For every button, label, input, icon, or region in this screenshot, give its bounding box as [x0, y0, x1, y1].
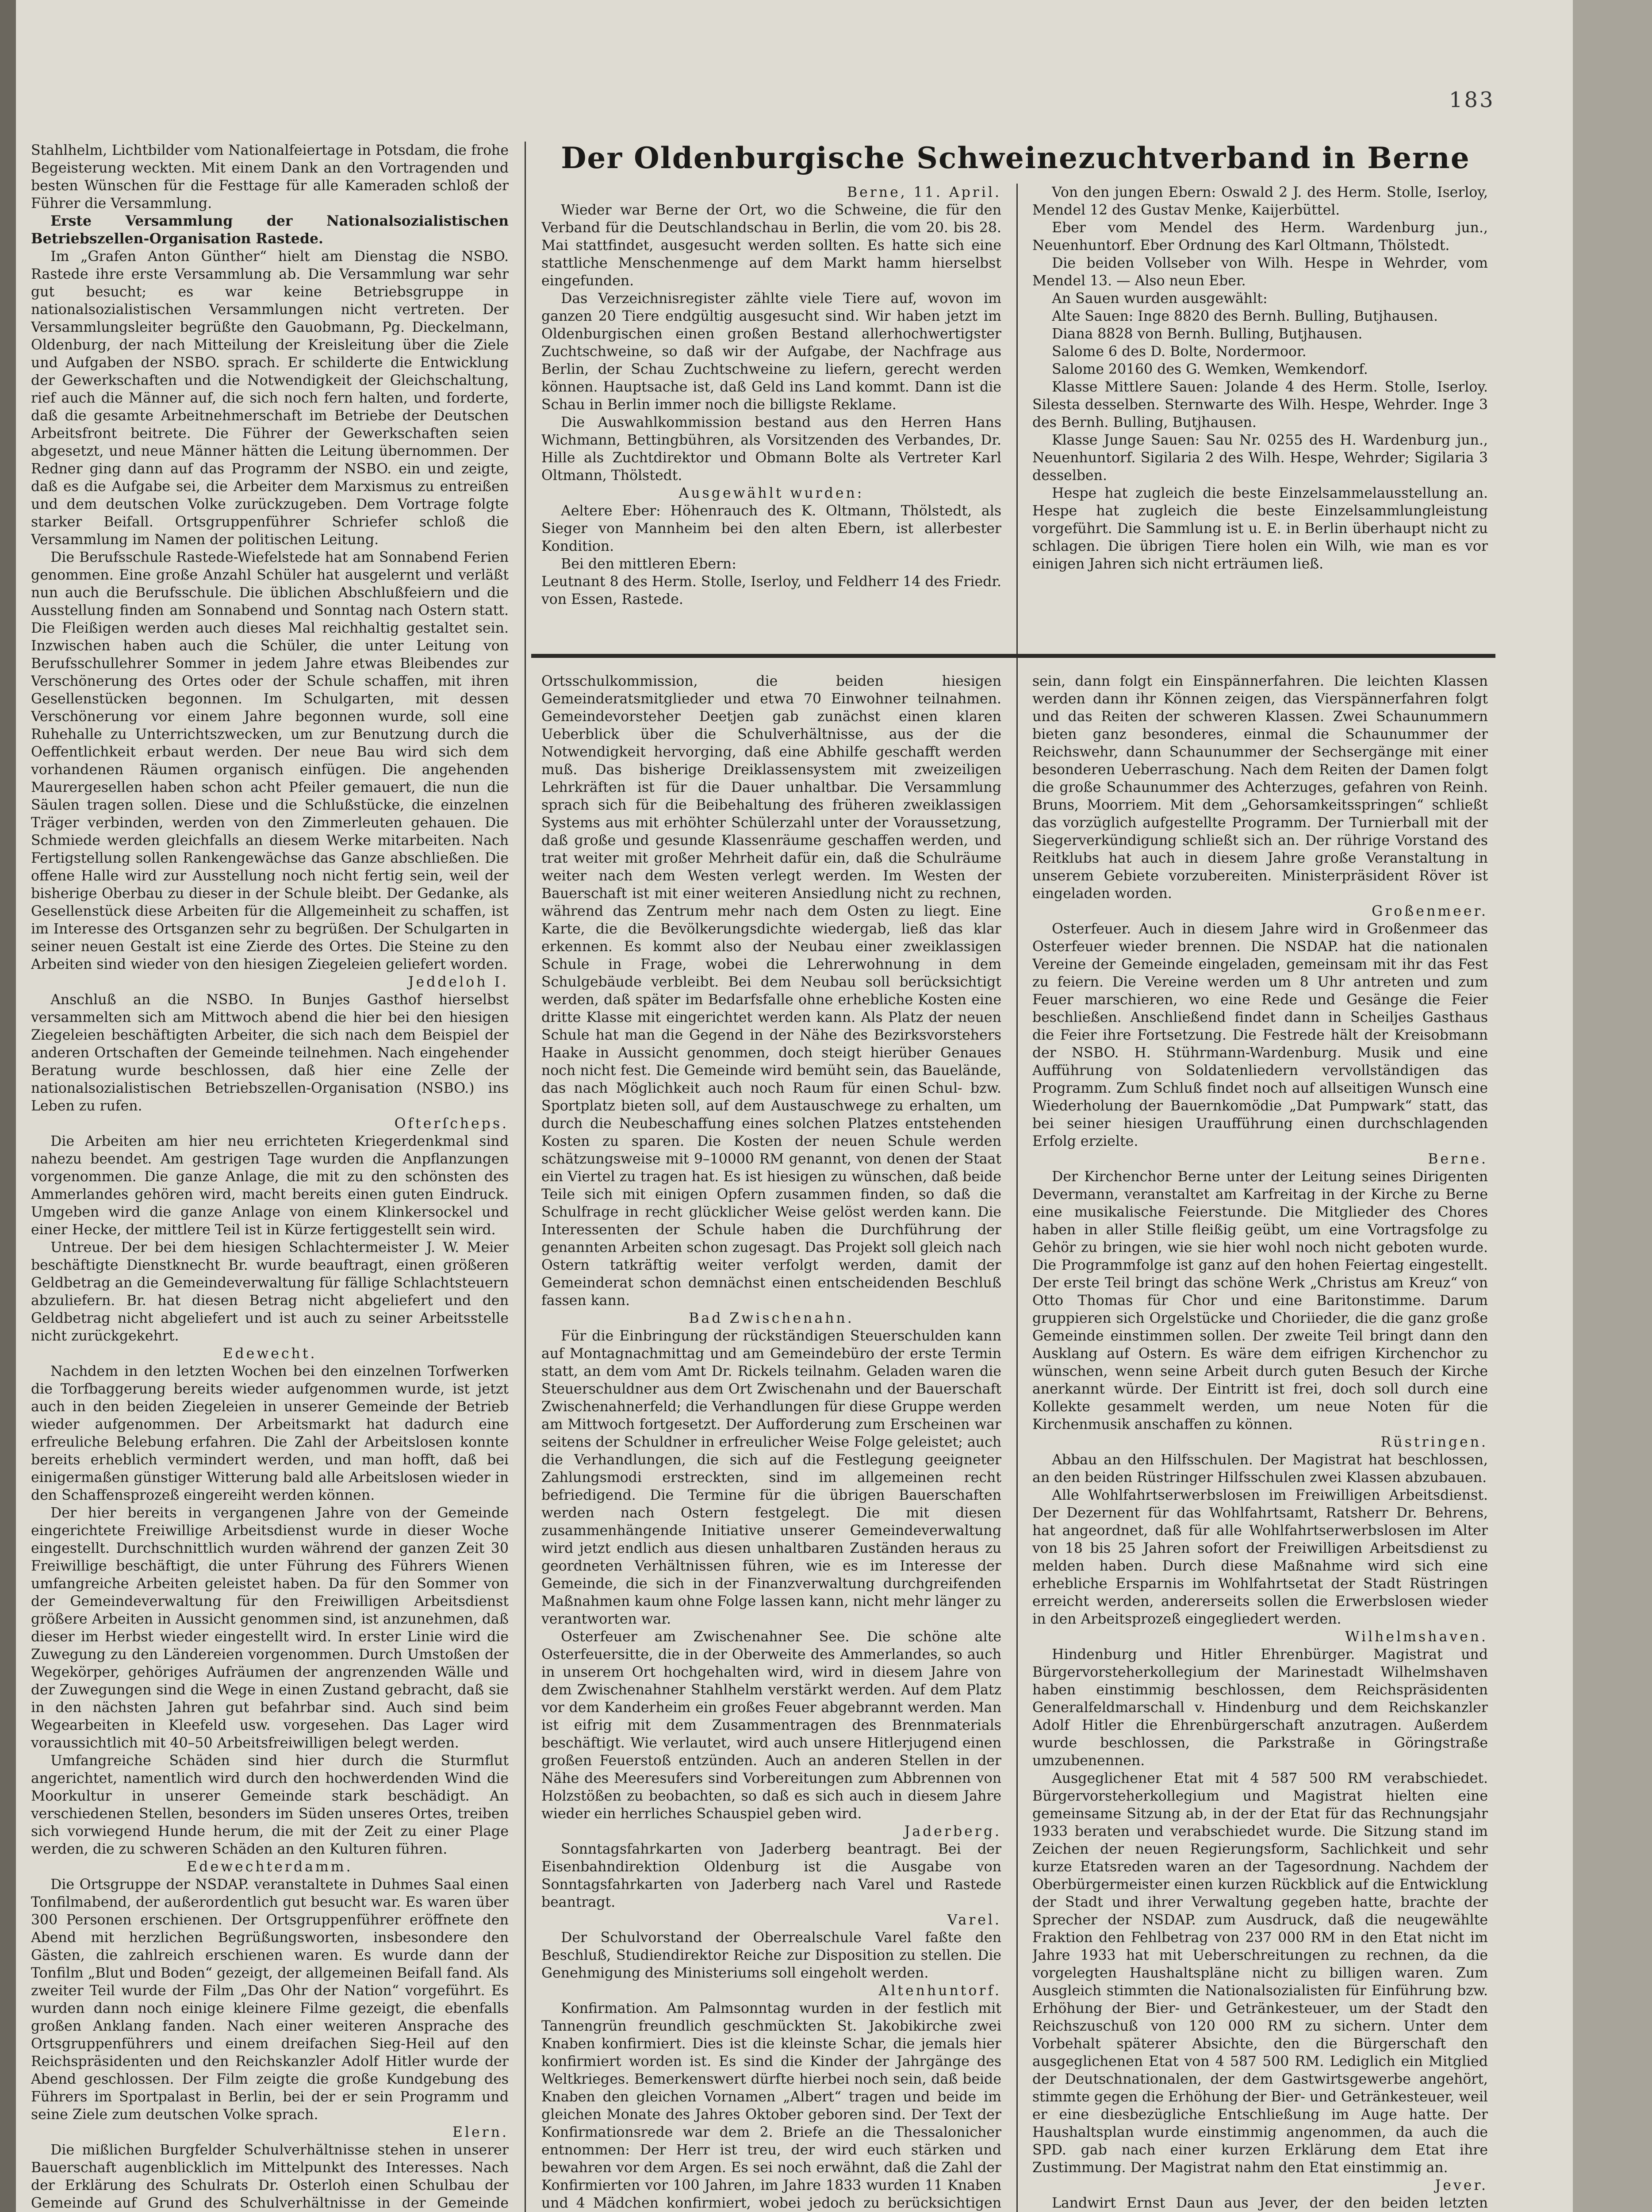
section-rule: [531, 654, 1495, 658]
paragraph: Eber vom Mendel des Herm. Wardenburg jun., Neuenhuntorf. Eber Ordnung des Karl Oltmann, Thölstedt.: [1032, 220, 1488, 253]
paragraph: Abbau an den Hilfsschulen. Der Magistrat hat beschlossen, an den beiden Rüstringer Hilfsschulen zwei Klassen abzubauen.: [1032, 1452, 1488, 1486]
headline: Der Oldenburgische Schweinezuchtverband in Berne: [561, 141, 1470, 175]
paragraph: Untreue. Der bei dem hiesigen Schlachtermeister J. W. Meier beschäftigte Dienstknecht Br. wurde beauftragt, einen größeren Geldbetrag an die Gemeindeverwaltung für fällige Schlachtsteuern abzuliefern. Br. hat diesen Betrag nicht abgeliefert und den Geldbetrag nicht abgeliefert und ist auch zu seiner Arbeitsstelle nicht zurückgekehrt.: [31, 1240, 509, 1344]
column-rule-2: [1016, 184, 1018, 2212]
paragraph: Klasse Mittlere Sauen: Jolande 4 des Herm. Stolle, Iserloy. Silesta desselben. Sternwarte des Wilh. Hespe, Wehrder. Inge 3 des Bernh. Bulling, Butjhausen.: [1032, 379, 1488, 430]
location-heading: Großenmeer.: [1372, 903, 1488, 919]
page-stack-edge: [1573, 0, 1652, 2212]
paragraph: Sonntagsfahrkarten von Jaderberg beantragt. Bei der Eisenbahndirektion Oldenburg ist die Ausgabe von Sonntagsfahrkarten von Jaderberg nach Varel und Rastede beantragt.: [541, 1841, 1001, 1910]
paragraph: Die mißlichen Burgfelder Schulverhältnisse stehen in unserer Bauerschaft augenblicklich im Mittelpunkt des Interesses. Nach der Erklärung des Schulrats Dr. Osterloh einen Schulbau der Gemeinde auf Grund des Schulverhältnisse in der Gemeinde: [31, 2142, 509, 2211]
paragraph: Ortsschulkommission, die beiden hiesigen Gemeinderatsmitglieder und etwa 70 Einwohner teilnahmen. Gemeindevorsteher Deetjen gab zunächst einen klaren Ueberblick über die Schulverhältnisse, aus der die Notwendigkeit hervorging, daß eine Abhilfe geschafft werden muß. Das bisherige Dreiklassensystem mit zweizeiligen Lehrkräften ist für die Dauer unhaltbar. Die Versammlung sprach sich für die Beibehaltung des früheren zweiklassigen Systems aus mit erhöhter Schülerzahl unter der Voraussetzung, daß große und gesunde Klassenräume geschaffen werden, und trat weiter mit großer Mehrheit dafür ein, daß die Schulräume weiter nach dem Westen verlegt werden. Im Westen der Bauerschaft ist mit einer weiteren Ansiedlung nicht zu rechnen, während das Zentrum mehr nach dem Osten zu liegt. Eine Karte, die die Bevölkerungsdichte wiedergab, ließ das klar erkennen. Es kommt also der Neubau einer zweiklassigen Schule in Frage, wobei die Lehrerwohnung in dem Schulgebäude verbleibt. Bei dem Neubau soll berücksichtigt werden, daß später im Bedarfsfalle ohne erhebliche Kosten eine dritte Klasse mit eingerichtet werden kann. Als Platz der neuen Schule hat man die Gegend in der Nähe des Bezirksvorstehers Haake in Aussicht genommen, doch steigt hierüber Genaues noch nicht fest. Die Gemeinde wird bemüht sein, das Bauelände, das nach Möglichkeit auch noch Raum für einen Schul- bzw. Sportplatz bieten soll, auf dem Austauschwege zu erhalten, um durch die Neubeschaffung eines solchen Platzes entstehenden Kosten zu sparen. Die Kosten der neuen Schule werden schätzungsweise mit 9–10000 RM genannt, von denen der Staat ein Viertel zu tragen hat. Es ist hiesigen zu wünschen, daß beide Teile sich mit einigen Opfern zusammen finden, so daß die Schulfrage in recht glücklicher Weise gelöst werden kann. Die Interessenten der Schule haben die Durchführung der genannten Arbeiten schon zugesagt. Das Projekt soll gleich nach Ostern tatkräftig weiter verfolgt werden, damit der Gemeinderat schon demnächst einen entscheidenden Beschluß fassen kann.: [541, 673, 1001, 1309]
paragraph: Leutnant 8 des Herm. Stolle, Iserloy, und Feldherr 14 des Friedr. von Essen, Rastede.: [541, 574, 1001, 607]
paragraph: Osterfeuer. Auch in diesem Jahre wird in Großenmeer das Osterfeuer wieder brennen. Die NSDAP. hat die nationalen Vereine der Gemeinde eingeladen, gemeinsam mit ihr das Fest zu feiern. Die Vereine werden um 8 Uhr antreten und zum Feuer marschieren, wo eine Rede und Gesänge die Feier beschließen. Anschließend findet dann in Scheiljes Gasthaus die Feier ihre Fortsetzung. Die Festrede hält der Kreisobmann der NSBO. H. Stührmann-Wardenburg. Musik und eine Aufführung von Soldatenliedern vervollständigen das Programm. Zum Schluß findet noch auf allseitigen Wunsch eine Wiederholung der Bauernkomödie „Dat Pumpwark“ statt, das bei seiner hiesigen Uraufführung einen durchschlagenden Erfolg erzielte.: [1032, 921, 1488, 1149]
paragraph: Wieder war Berne der Ort, wo die Schweine, die für den Verband für die Deutschlandschau in Berlin, die vom 20. bis 28. Mai stattfindet, ausgesucht werden sollten. Es hatte sich eine stattliche Menschenmenge auf dem Markt hamm hierselbst eingefunden.: [541, 202, 1001, 289]
paragraph: Der hier bereits in vergangenen Jahre von der Gemeinde eingerichtete Freiwillige Arbeitsdienst wurde in dieser Woche eingestellt. Durchschnittlich wurden während der ganzen Zeit 30 Freiwillige beschäftigt, die unter Führung des Führers Wienen umfangreiche Arbeiten geleistet haben. Da für den Sommer von der Gemeindeverwaltung für den Freiwilligen Arbeitsdienst größere Arbeiten in Aussicht genommen sind, ist anzunehmen, daß dieser im Herbst wieder eingestellt wird. In erster Linie wird die Zuwegung zu den Ländereien vorgenommen. Durch Umstoßen der Wegekörper, gehöriges Aufräumen der angrenzenden Wälle und der Zuwegungen sind die Wege in einen Zustand gebracht, daß sie in den nächsten Jahren gut befahrbar sind. Auch sind beim Wegearbeiten in Kleefeld usw. vorgesehen. Das Lager wird voraussichtlich mit 40–50 Arbeitsfreiwilligen belegt werden.: [31, 1505, 509, 1751]
location-heading: Altenhuntorf.: [878, 1983, 1001, 1999]
paragraph: Der Schulvorstand der Oberrealschule Varel faßte den Beschluß, Studiendirektor Reiche zur Disposition zu stellen. Die Genehmigung des Ministeriums soll eingeholt werden.: [541, 1930, 1001, 1981]
paragraph: Die Arbeiten am hier neu errichteten Kriegerdenkmal sind nahezu beendet. Am gestrigen Tage wurden die Anpflanzungen vorgenommen. Die ganze Anlage, die mit zu den schönsten des Ammerlandes gehören wird, macht bereits einen guten Eindruck. Umgeben wird die ganze Anlage von einem Klinkersockel und einer Hecke, der mittlere Teil ist in Kürze fertiggestellt sein wird.: [31, 1133, 509, 1238]
paragraph: Die Auswahlkommission bestand aus den Herren Hans Wichmann, Bettingbühren, als Vorsitzenden des Verbandes, Dr. Hille als Zuchtdirektor und Obmann Bolte als Vertreter Karl Oltmann, Thölstedt.: [541, 415, 1001, 484]
paragraph-title: Erste Versammlung der Nationalsozialistischen Betriebszellen-Organisation Rastede.: [31, 213, 509, 247]
page-number: 183: [1449, 88, 1495, 112]
paragraph: Salome 20160 des G. Wemken, Wemkendorf.: [1052, 361, 1368, 377]
paragraph: Anschluß an die NSBO. In Bunjes Gasthof hierselbst versammelten sich am Mittwoch abend die hier bei den hiesigen Ziegeleien beschäftigten Arbeiter, die sich nach dem Beispiel der anderen Ortschaften der Gemeinde teilnehmen. Nach eingehender Beratung wurde beschlossen, daß hier eine Zelle der nationalsozialistischen Betriebszellen-Organisation (NSBO.) ins Leben zu rufen.: [31, 992, 509, 1114]
paragraph: Die beiden Vollseber von Wilh. Hespe in Wehrder, vom Mendel 13. — Also neun Eber.: [1032, 255, 1488, 289]
paragraph: Osterfeuer am Zwischenahner See. Die schöne alte Osterfeuersitte, die in der Oberweite des Ammerlandes, so auch in unserem Ort hochgehalten wird, wird in diesem Jahre von dem Zwischenahner Stahlhelm verstärkt werden. Auf dem Platz vor dem Kanderheim ein großes Feuer abgebrannt werden. Man ist eifrig mit dem Zusammentragen des Brennmaterials beschäftigt. Wie verlautet, wird auch unsere Hitlerjugend einen großen Feuerstoß entzünden. Auch an anderen Stellen in der Nähe des Meeresufers sind Vorbereitungen zum Abbrennen von Holzstößen zu beobachten, so daß es sich auch in diesem Jahre wieder ein herrliches Schauspiel geben wird.: [541, 1629, 1001, 1822]
column-rule-1: [525, 142, 526, 2212]
article-schweinezucht-left: [541, 184, 1001, 635]
paragraph: sein, dann folgt ein Einspännerfahren. Die leichten Klassen werden dann ihr Können zeigen, das Vierspännerfahren folgt und das Reiten der schweren Klassen. Zwei Schaunummern bieten ganz besonderes, einmal die Schaunummer der Reichswehr, dann Schaunummer der Sechsergänge mit einer besonderen Ueberraschung. Nach dem Reiten der Damen folgt die große Schaunummer des Achterzuges, gefahren von Reinh. Bruns, Moorriem. Mit dem „Gehorsamkeitsspringen“ schließt das vorzüglich aufgestellte Programm. Der Turnierball mit der Siegerverkündigung schließt sich an. Der rührige Vorstand des Reitklubs hat auch in diesem Jahre große Veranstaltung in unserem Gebiete vorzubereiten. Ministerpräsident Röver ist eingeladen worden.: [1032, 673, 1488, 902]
paragraph: Konfirmation. Am Palmsonntag wurden in der festlich mit Tannengrün freundlich geschmückten St. Jakobikirche zwei Knaben konfirmiert. Dies ist die kleinste Schar, die jemals hier konfirmiert worden ist. Es sind die Kinder der Jahrgänge des Weltkrieges. Bemerkenswert dürfte hierbei noch sein, daß beide Knaben den gleichen Vornamen „Albert“ tragen und beide im gleichen Monate des Jahres Oktober geboren sind. Der Text der Konfirmationsrede war dem 2. Briefe an die Thessalonicher entnommen: Der Herr ist treu, der wird euch stärken und bewahren vor dem Argen. Es sei noch erwähnt, daß die Zahl der Konfirmierten vor 100 Jahren, im Jahre 1833 wurden 11 Knaben und 4 Mädchen konfirmiert, wobei jedoch zu berücksichtigen: [541, 2001, 1001, 2211]
paragraph: Hespe hat zugleich die beste Einzelsammelausstellung an. Hespe hat zugleich die beste Einzelsammlungleistung vorgeführt. Die Sammlung ist u. E. in Berlin überhaupt nicht zu schlagen. Die übrigen Tiere holen ein Wilh, wie man es vor einigen Jahren sich nicht erträumen ließ.: [1032, 485, 1488, 572]
paragraph: Klasse Junge Sauen: Sau Nr. 0255 des H. Wardenburg jun., Neuenhuntorf. Sigilaria 2 des Wilh. Hespe, Wehrder; Sigilaria 3 desselben.: [1032, 432, 1488, 484]
article-schweinezucht-right: [1032, 184, 1488, 635]
paragraph: Aeltere Eber: Höhenrauch des K. Oltmann, Thölstedt, als Sieger von Mannheim bei den alten Ebern, ist allerbester Kondition.: [541, 503, 1001, 554]
paragraph: Die Berufsschule Rastede-Wiefelstede hat am Sonnabend Ferien genommen. Eine große Anzahl Schüler hat ausgelernt und verläßt nun auch die Berufsschule. Die üblichen Abschlußfeiern und die Ausstellung finden am Sonnabend und Sonntag nach Ostern statt. Die Fleißigen werden auch dieses Mal reichhaltig gestaltet sein. Inzwischen haben auch die Schüler, die unter Leitung von Berufsschullehrer Sommer in jedem Jahre etwas Bleibendes zur Verschönerung des Ortes oder der Schule schaffen, mit ihren Gesellenstücken begonnen. Im Schulgarten, mit dessen Verschönerung vor einem Jahre begonnen wurde, soll eine Ruhehalle zu Unterrichtszwecken, um zur Benutzung durch die Oeffentlichkeit erbaut werden. Der neue Bau wird sich dem vorhandenen Räumen organisch einfügen. Die angehenden Maurergesellen haben schon acht Pfeiler gemauert, die nun die Säulen tragen sollen. Diese und die Schlußstücke, die einzelnen Träger verbinden, werden von den Zimmerleuten gehauen. Die Schmiede werden gleichfalls an diesem Werke mitarbeiten. Nach Fertigstellung sollen Rankengewächse das Ganze abschließen. Die offene Halle wird zur Ausstellung noch nicht fertig sein, weil der bisherige Oberbau zu dieser in der Schule bleibt. Der Gedanke, als Gesellenstück diese Arbeiten für die Allgemeinheit zu schaffen, ist im Interesse des Ortsganzen sehr zu begrüßen. Der Schulgarten in seiner neuen Gestalt ist eine Zierde des Ortes. Die Steine zu den Arbeiten sind wieder von den hiesigen Ziegeleien geliefert worden.: [31, 549, 509, 972]
paragraph: Alte Sauen: Inge 8820 des Bernh. Bulling, Butjhausen.: [1052, 308, 1438, 324]
paragraph: Hindenburg und Hitler Ehrenbürger. Magistrat und Bürgervorsteherkollegium der Marinestadt Wilhelmshaven haben einstimmig beschlossen, dem Reichspräsidenten Generalfeldmarschall v. Hindenburg und dem Reichskanzler Adolf Hitler die Ehrenbürgerschaft anzutragen. Außerdem wurde beschlossen, die Parkstraße in Göringstraße umzubenennen.: [1032, 1647, 1488, 1769]
paragraph: Landwirt Ernst Daun aus Jever, der den beiden letzten: [1052, 2195, 1488, 2211]
paragraph: An Sauen wurden ausgewählt:: [1052, 291, 1268, 307]
location-heading: Edewecht.: [222, 1346, 317, 1362]
paragraph: Salome 6 des D. Bolte, Nordermoor.: [1052, 344, 1307, 360]
location-heading: Jeddeloh I.: [408, 974, 509, 990]
column-middle: [541, 672, 1001, 2212]
column-left: [31, 142, 509, 2212]
column-right: [1032, 672, 1488, 2212]
paragraph: Alle Wohlfahrtserwerbslosen im Freiwilligen Arbeitsdienst. Der Dezernent für das Wohlfahrtsamt, Ratsherr Dr. Behrens, hat angeordnet, daß für alle Wohlfahrtserwerbslosen im Alter von 18 bis 25 Jahren sofort der Freiwilligen Arbeitsdienst zu melden haben. Durch diese Maßnahme wird sich eine erhebliche Ersparnis im Wohlfahrtsetat der Stadt Rüstringen erreicht werden, andererseits sollen die Erwerbslosen wieder in den Arbeitsprozeß eingegliedert werden.: [1032, 1487, 1488, 1627]
location-heading: Ofterſcheps.: [394, 1116, 509, 1132]
paragraph: Von den jungen Ebern: Oswald 2 J. des Herm. Stolle, Iserloy, Mendel 12 des Gustav Menke, Kaijerbüttel.: [1032, 184, 1488, 218]
location-heading: Rüstringen.: [1380, 1434, 1488, 1450]
dateline: Berne, 11. April.: [847, 184, 1001, 200]
paragraph: Stahlhelm, Lichtbilder vom Nationalfeiertage in Potsdam, die frohe Begeisterung weckten. Mit einem Dank an den Vortragenden und besten Wünschen für die Festtage für alle Kameraden schloß der Führer die Versammlung.: [31, 142, 509, 211]
paragraph: Der Kirchenchor Berne unter der Leitung seines Dirigenten Devermann, veranstaltet am Karfreitag in der Kirche zu Berne eine musikalische Feierstunde. Die Mitglieder des Chores haben in aller Stille fleißig geübt, um eine Vortragsfolge zu Gehör zu bringen, wie sie hier wohl noch nicht geboten wurde. Die Programmfolge ist ganz auf den hohen Feiertag eingestellt. Der erste Teil bringt das schöne Werk „Christus am Kreuz“ von Otto Thomas für Chor und eine Baritonstimme. Darum gruppieren sich Orgelstücke und Choriieder, die die ganz große Gemeinde einstimmen sollen. Der zweite Teil bringt dann den Ausklang auf Ostern. Es wäre dem eifrigen Kirchenchor zu wünschen, wenn seine Arbeit durch guten Besuch der Kirche anerkannt würde. Der Eintritt ist frei, doch soll durch eine Kollekte gesammelt werden, um neue Noten für die Kirchenmusik anschaffen zu können.: [1032, 1169, 1488, 1432]
location-heading: Bad Zwischenahn.: [689, 1310, 854, 1326]
paragraph: Diana 8828 von Bernh. Bulling, Butjhausen.: [1052, 326, 1363, 342]
paragraph: Die Ortsgruppe der NSDAP. veranstaltete in Duhmes Saal einen Tonfilmabend, der außerordentlich gut besucht war. Es waren über 300 Personen erschienen. Der Ortsgruppenführer eröffnete den Abend mit herzlichen Begrüßungsworten, insbesondere den Gästen, die zahlreich erschienen waren. Es wurde dann der Tonfilm „Blut und Boden“ gezeigt, der allgemeinen Beifall fand. Als zweiter Teil wurde der Film „Das Ohr der Nation“ vorgeführt. Es wurden dann noch einige kleinere Filme gezeigt, die ebenfalls großen Anklang fanden. Nach einer weiteren Ansprache des Ortsgruppenführers und einem dreifachen Sieg-Heil auf den Reichspräsidenten und den Reichskanzler Adolf Hitler wurde der Abend geschlossen. Der Film zeigte die große Kundgebung des Führers im Sportpalast in Berlin, bei der er sein Programm und seine Ziele zum deutschen Volke sprach.: [31, 1877, 509, 2123]
paragraph: Das Verzeichnisregister zählte viele Tiere auf, wovon im ganzen 20 Tiere endgültig ausgesucht sind. Wir haben jetzt im Oldenburgischen einen großen Bestand allerhochwertigster Zuchtschweine, so daß wir der Aufgabe, der Nachfrage aus Berlin, der Schau Zuchtschweine zu liefern, gerecht werden können. Hauptsache ist, daß Geld ins Land kommt. Dann ist die Schau in Berlin immer noch die billigste Reklame.: [541, 291, 1001, 413]
paragraph: Ausgeglichener Etat mit 4 587 500 RM verabschiedet. Bürgervorsteherkollegium und Magistrat hielten eine gemeinsame Sitzung ab, in der der Etat für das Rechnungsjahr 1933 beraten und verabschiedet wurde. Die Sitzung stand im Zeichen der neuen Regierungsform, Sachlichkeit und sehr kurze Etatsreden waren an der Tagesordnung. Nachdem der Oberbürgermeister einen kurzen Rückblick auf die Entwicklung der Stadt und ihrer Verwaltung gegeben hatte, brachte der Sprecher der NSDAP. zum Ausdruck, daß die neugewählte Fraktion den Fehlbetrag von 237 000 RM in den Etat nicht im Jahre 1933 hat mit Ueberschreitungen zu rechnen, da die vorgelegten Haushaltspläne nicht zu billigen waren. Zum Ausgleich stimmten die Nationalsozialisten für Einführung bzw. Erhöhung der Bier- und Getränkesteuer, um der Stadt den Reichszuschuß von 120 000 RM zu sichern. Unter dem Vorbehalt späterer Absichte, den die Bürgerschaft den ausgeglichenen Etat von 4 587 500 RM. Lediglich ein Mitglied der Deutschnationalen, der dem Gastwirtsgewerbe angehört, stimmte gegen die Erhöhung der Bier- und Getränkesteuer, weil er eine diesbezügliche Entschließung im Auge hatte. Der Haushaltsplan wurde einstimmig angenommen, da auch die SPD. gab nach einer kurzen Erklärung dem Etat ihre Zustimmung. Der Magistrat nahm den Etat einstimmig an.: [1032, 1770, 1488, 2176]
location-heading: Jaderberg.: [904, 1824, 1001, 1839]
binding-edge: [0, 0, 16, 2212]
location-heading: Berne.: [1428, 1151, 1488, 1167]
location-heading: Edewechterdamm.: [187, 1859, 353, 1875]
paragraph: Nachdem in den letzten Wochen bei den einzelnen Torfwerken die Torfbaggerung bereits wieder aufgenommen wurde, ist jetzt auch in den beiden Ziegeleien in unserer Gemeinde der Betrieb wieder aufgenommen. Der Arbeitsmarkt hat dadurch eine erfreuliche Belebung erfahren. Die Zahl der Arbeitslosen konnte bereits erheblich vermindert werden, und man hofft, daß bei einigermaßen günstiger Witterung bald alle Arbeitslosen wieder in den Schaffensprozeß eingereiht werden können.: [31, 1363, 509, 1503]
location-heading: Elern.: [452, 2124, 509, 2140]
paragraph: Für die Einbringung der rückständigen Steuerschulden kann auf Montagnachmittag und am Gemeindebüro der erste Termin statt, an dem vom Amt Dr. Rickels teilnahm. Geladen waren die Steuerschuldner aus dem Ort Zwischenahn und der Bauerschaft Zwischenahnerfeld; die Verhandlungen für diese Gruppe werden am Mittwoch fortgesetzt. Der Aufforderung zum Erscheinen war seitens der Schuldner in erfreulicher Weise Folge geleistet; auch die Verhandlungen, die sich auf die Festlegung geeigneter Zahlungsmodi erstreckten, sind im allgemeinen recht befriedigend. Die Termine für die übrigen Bauerschaften werden nach Ostern festgelegt. Die mit diesen zusammenhängende Initiative unserer Gemeindeverwaltung wird jetzt endlich aus diesen unhaltbaren Zuständen heraus zu geordneten Verhältnissen führen, wie es im Interesse der Gemeinde, die sich in der Finanzverwaltung durchgreifenden Maßnahmen kaum ohne Folge lassen kann, nicht mehr länger zu verantworten war.: [541, 1328, 1001, 1627]
paragraph: Umfangreiche Schäden sind hier durch die Sturmflut angerichtet, namentlich wird durch den hochwerdenden Wind die Moorkultur in unserer Gemeinde stark beschädigt. An verschiedenen Stellen, besonders im Süden unseres Ortes, treiben sich vorwiegend Hunde herum, die mit der Zeit zu einer Plage werden, die zu schweren Schäden an den Kulturen führen.: [31, 1753, 509, 1857]
paragraph: Bei den mittleren Ebern:: [561, 556, 736, 572]
location-heading: Jever.: [1435, 2177, 1488, 2193]
subheading: Ausgewählt wurden:: [678, 485, 864, 501]
location-heading: Wilhelmshaven.: [1345, 1629, 1488, 1645]
paragraph: Im „Grafen Anton Günther“ hielt am Dienstag die NSBO. Rastede ihre erste Versammlung ab. Die Versammlung war sehr gut besucht; es war keine Betriebsgruppe in nationalsozialistischen Versammlungen nicht vertreten. Der Versammlungsleiter begrüßte den Gauobmann, Pg. Dieckelmann, Oldenburg, der nach Mitteilung der Kreisleitung über die Ziele und Aufgaben der NSBO. sprach. Er schilderte die Entwicklung der Gewerkschaften und die Notwendigkeit der Gleichschaltung, rief auch die Männer auf, die sich noch fern halten, und forderte, daß die gesamte Arbeitnehmerschaft im Betriebe der Deutschen Arbeitsfront beitrete. Die Führer der Gewerkschaften seien abgesetzt, und neue Männer hätten die Leitung übernommen. Der Redner ging dann auf das Programm der NSBO. ein und zeigte, daß es die Aufgabe sei, die Arbeiter dem Marxismus zu entreißen und dem deutschen Volke zurückzugeben. Dem Vortrage folgte starker Beifall. Ortsgruppenführer Schriefer schloß die Versammlung im Namen der politischen Leitung.: [31, 249, 509, 548]
location-heading: Varel.: [947, 1912, 1001, 1928]
newspaper-page: [16, 0, 1573, 2212]
